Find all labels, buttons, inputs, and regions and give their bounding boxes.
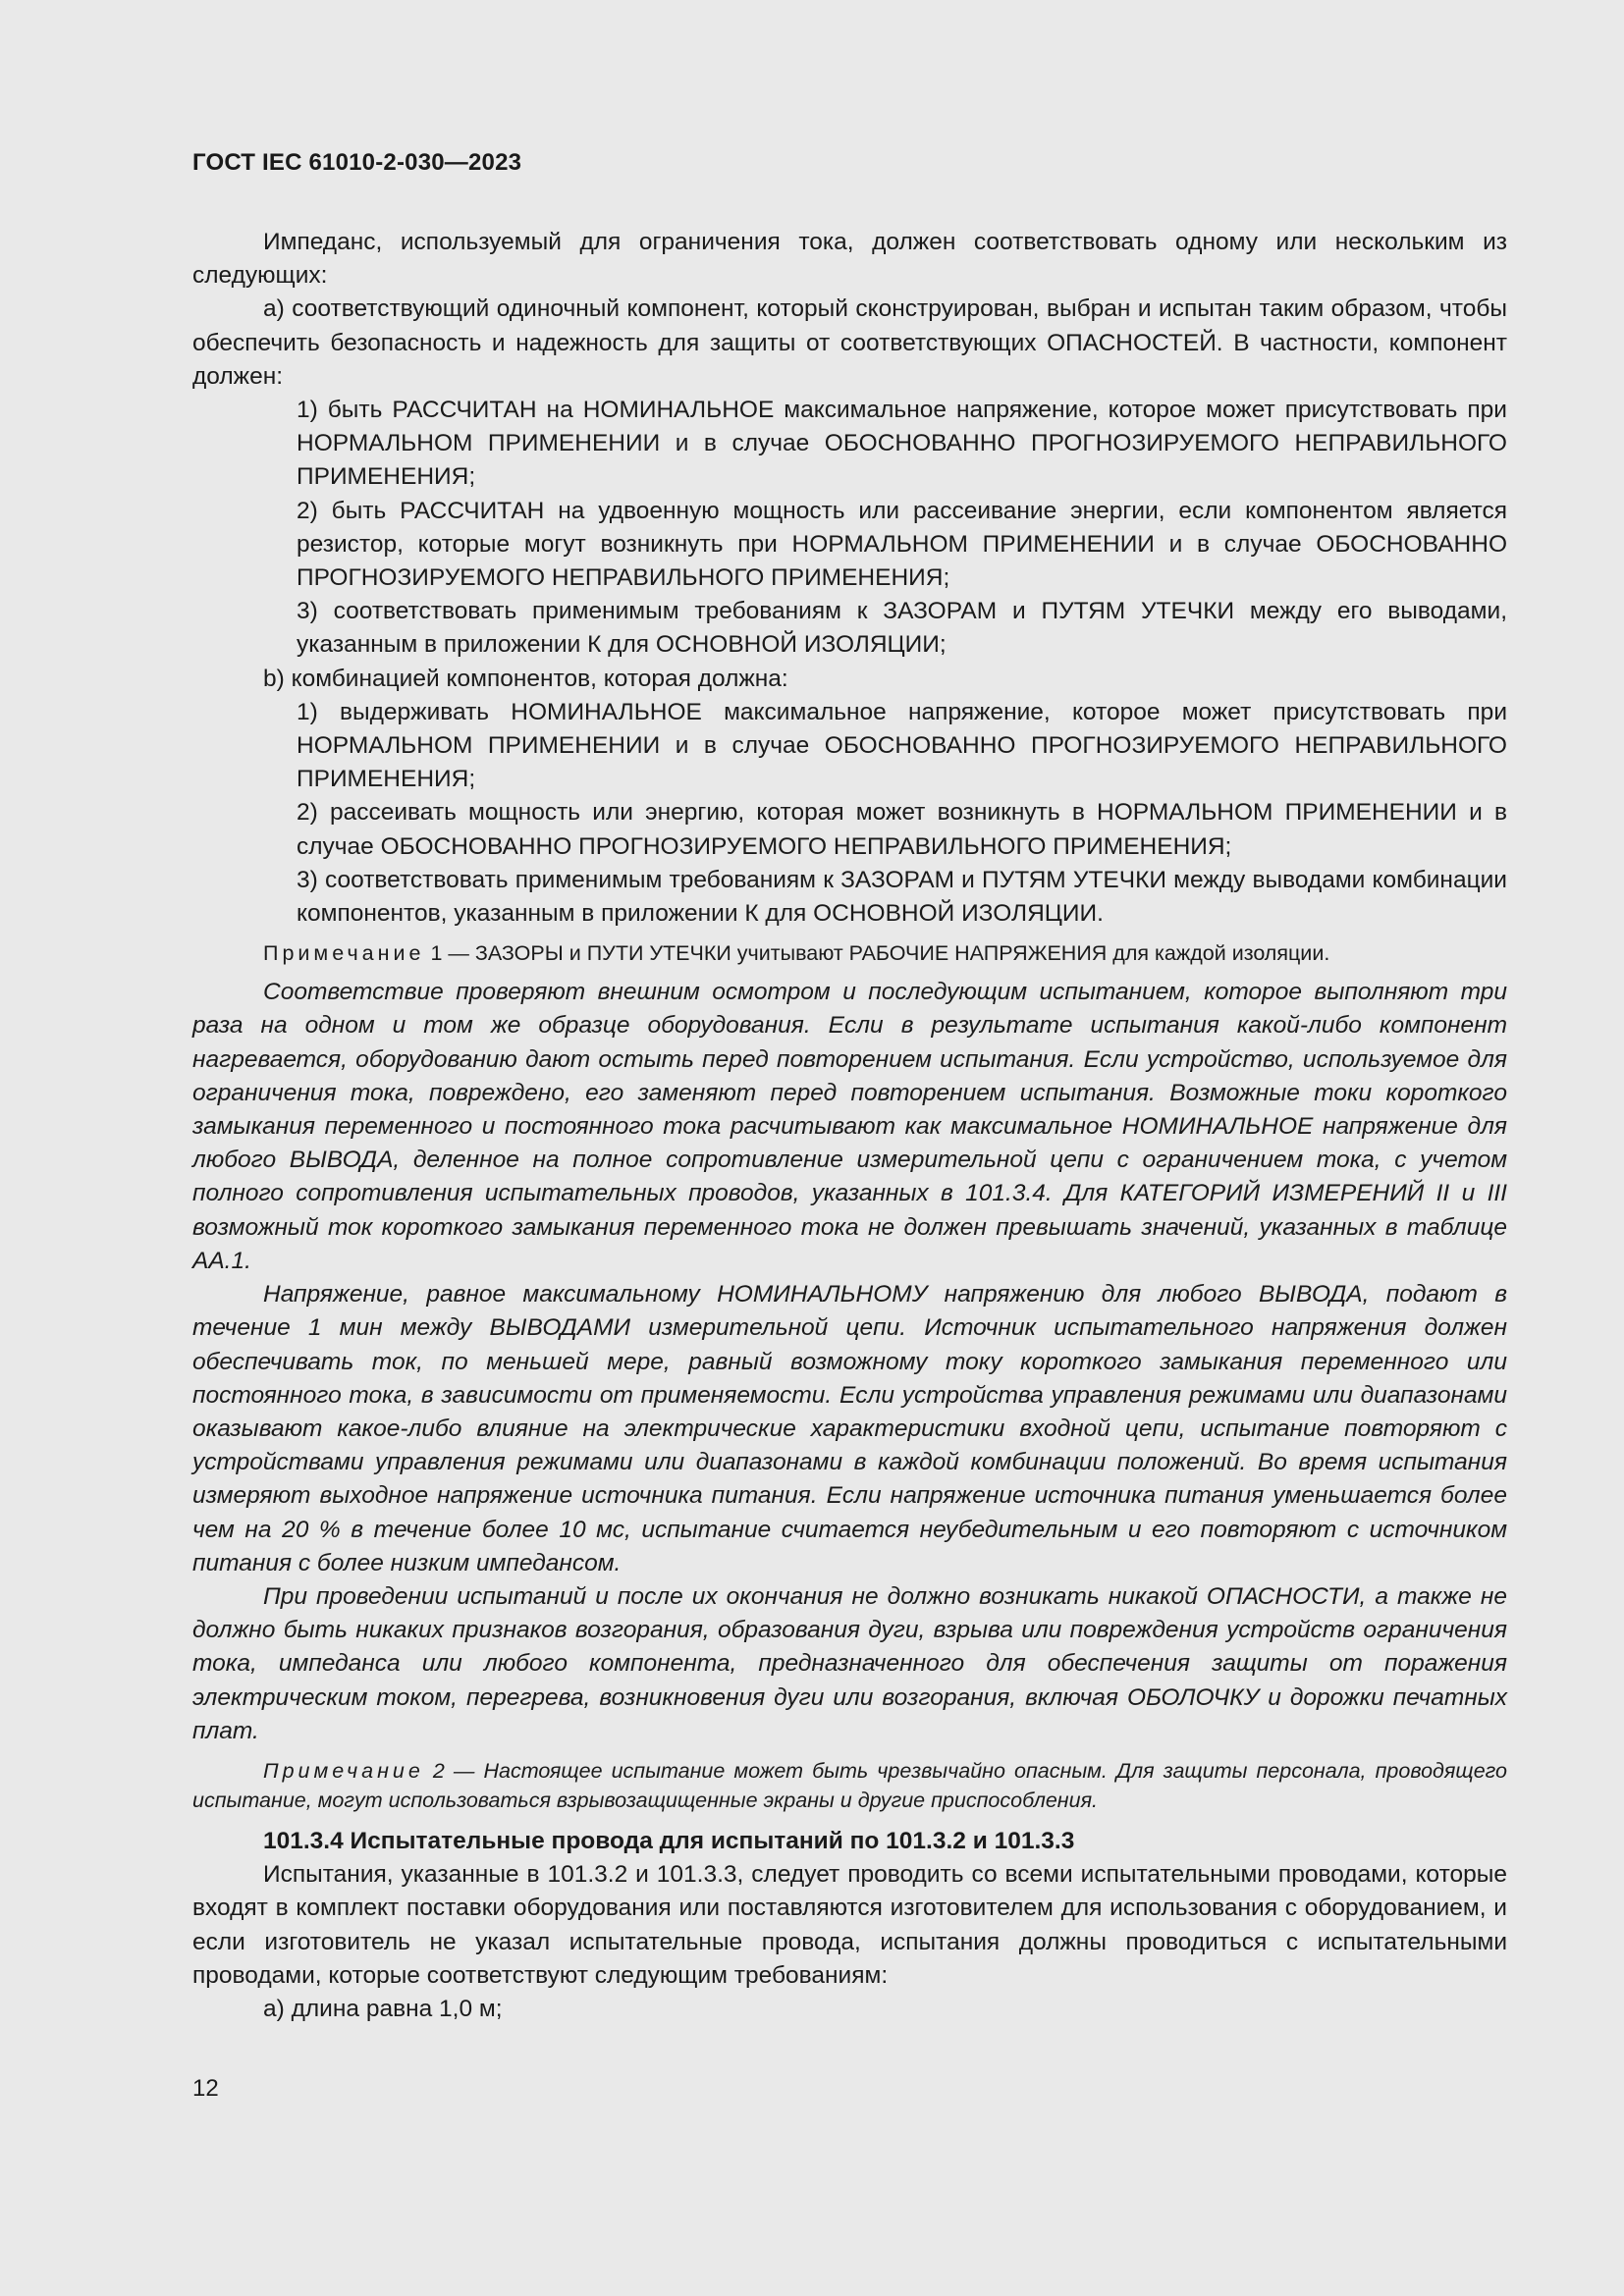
- list-item-a: a) соответствующий одиночный компонент, который сконструирован, выбран и испытан таким образом, чтобы обеспечить безопасность и надежность для защиты от соответствующих ОПАСНОСТЕЙ. В частности, компонент должен:: [192, 295, 1507, 390]
- compliance-paragraph-2: Напряжение, равное максимальному НОМИНАЛЬНОМУ напряжению для любого ВЫВОДА, подают в течение 1 мин между ВЫВОДАМИ измерительной цепи. Источник испытательного напряжения должен обеспечивать ток, по меньшей мере, равный возможному току короткого замыкания переменного или постоянного тока, в зависимости от применяемости. Если устройства управления режимами или диапазонами оказывают какое-либо влияние на электрические характеристики входной цепи, испытание повторяют с устройствами управления режимами или диапазонами в каждой комбинации положений. Во время испытания измеряют выходное напряжение источника питания. Если напряжение источника питания уменьшается более чем на 20 % в течение более 10 мс, испытание считается неубедительным и его повторяют с источником питания с более низким импедансом.: [192, 1281, 1507, 1576]
- intro-paragraph: Импеданс, используемый для ограничения тока, должен соответствовать одному или нескольким из следующих:: [192, 229, 1507, 290]
- note-1-text: 1 — ЗАЗОРЫ и ПУТИ УТЕЧКИ учитывают РАБОЧИЕ НАПРЯЖЕНИЯ для каждой изоляции.: [430, 941, 1330, 966]
- document-header: ГОСТ IEC 61010-2-030—2023: [192, 149, 522, 176]
- list-item-b2: 2) рассеивать мощность или энергию, которая может возникнуть в НОРМАЛЬНОМ ПРИМЕНЕНИИ и в случае ОБОСНОВАННО ПРОГНОЗИРУЕМОГО НЕПРАВИЛЬНОГО ПРИМЕНЕНИЯ;: [297, 799, 1507, 860]
- note-2-label: Примечание: [263, 1758, 424, 1783]
- compliance-paragraph-3: При проведении испытаний и после их окончания не должно возникать никакой ОПАСНОСТИ, а также не должно быть никаких признаков возгорания, образования дуги, взрыва или повреждения устройств ограничения тока, импеданса или любого компонента, предназначенного для обеспечения защиты от поражения электрическим током, перегрева, возникновения дуги или возгорания, включая ОБОЛОЧКУ и дорожки печатных плат.: [192, 1582, 1507, 1744]
- note-2-text: 2 — Настоящее испытание может быть чрезвычайно опасным. Для защиты персонала, проводящего испытание, могут использоваться взрывозащищенные экраны и другие приспособления.: [192, 1758, 1507, 1812]
- list-item-b3: 3) соответствовать применимым требованиям к ЗАЗОРАМ и ПУТЯМ УТЕЧКИ между выводами комбинации компонентов, указанным в приложении К для ОСНОВНОЙ ИЗОЛЯЦИИ.: [297, 866, 1507, 928]
- note-1: [192, 938, 1507, 968]
- list-item-a1: 1) быть РАССЧИТАН на НОМИНАЛЬНОЕ максимальное напряжение, которое может присутствовать при НОРМАЛЬНОМ ПРИМЕНЕНИИ и в случае ОБОСНОВАННО ПРОГНОЗИРУЕМОГО НЕПРАВИЛЬНОГО ПРИМЕНЕНИЯ;: [297, 397, 1507, 491]
- list-item-a3: 3) соответствовать применимым требованиям к ЗАЗОРАМ и ПУТЯМ УТЕЧКИ между его выводами, указанным в приложении К для ОСНОВНОЙ ИЗОЛЯЦИИ;: [297, 598, 1507, 659]
- section-paragraph: Испытания, указанные в 101.3.2 и 101.3.3, следует проводить со всеми испытательными проводами, которые входят в комплект поставки оборудования или поставляются изготовителем для использования с оборудованием, и если изготовитель не указал испытательные провода, испытания должны проводиться с испытательными проводами, которые соответствуют следующим требованиям:: [192, 1861, 1507, 1989]
- section-heading: 101.3.4 Испытательные провода для испытаний по 101.3.2 и 101.3.3: [263, 1827, 1075, 1854]
- section-list-item-a: a) длина равна 1,0 м;: [263, 1995, 503, 2022]
- note-1-label: Примечание: [263, 941, 425, 966]
- list-item-a2: 2) быть РАССЧИТАН на удвоенную мощность или рассеивание энергии, если компонентом является резистор, которые могут возникнуть при НОРМАЛЬНОМ ПРИМЕНЕНИИ и в случае ОБОСНОВАННО ПРОГНОЗИРУЕМОГО НЕПРАВИЛЬНОГО ПРИМЕНЕНИЯ;: [297, 497, 1507, 592]
- list-item-b1: 1) выдерживать НОМИНАЛЬНОЕ максимальное напряжение, которое может присутствовать при НОРМАЛЬНОМ ПРИМЕНЕНИИ и в случае ОБОСНОВАННО ПРОГНОЗИРУЕМОГО НЕПРАВИЛЬНОГО ПРИМЕНЕНИЯ;: [297, 698, 1507, 793]
- page-number: 12: [192, 2075, 219, 2102]
- compliance-paragraph-1: Соответствие проверяют внешним осмотром и последующим испытанием, которое выполняют три раза на одном и том же образце оборудования. Если в результате испытания какой-либо компонент нагревается, оборудованию дают остыть перед повторением испытания. Если устройство, используемое для ограничения тока, повреждено, его заменяют перед повторением испытания. Возможные токи короткого замыкания переменного и постоянного тока расчитывают как максимальное НОМИНАЛЬНОЕ напряжение для любого ВЫВОДА, деленное на полное сопротивление измерительной цепи с ограничением тока, с учетом полного сопротивления испытательных проводов, указанных в 101.3.4. Для КАТЕГОРИЙ ИЗМЕРЕНИЙ II и III возможный ток короткого замыкания переменного тока не должен превышать значений, указанных в таблице АА.1.: [192, 979, 1507, 1274]
- document-body: [192, 226, 1507, 2026]
- note-2: [192, 1756, 1507, 1815]
- list-item-b: b) комбинацией компонентов, которая должна:: [263, 665, 788, 692]
